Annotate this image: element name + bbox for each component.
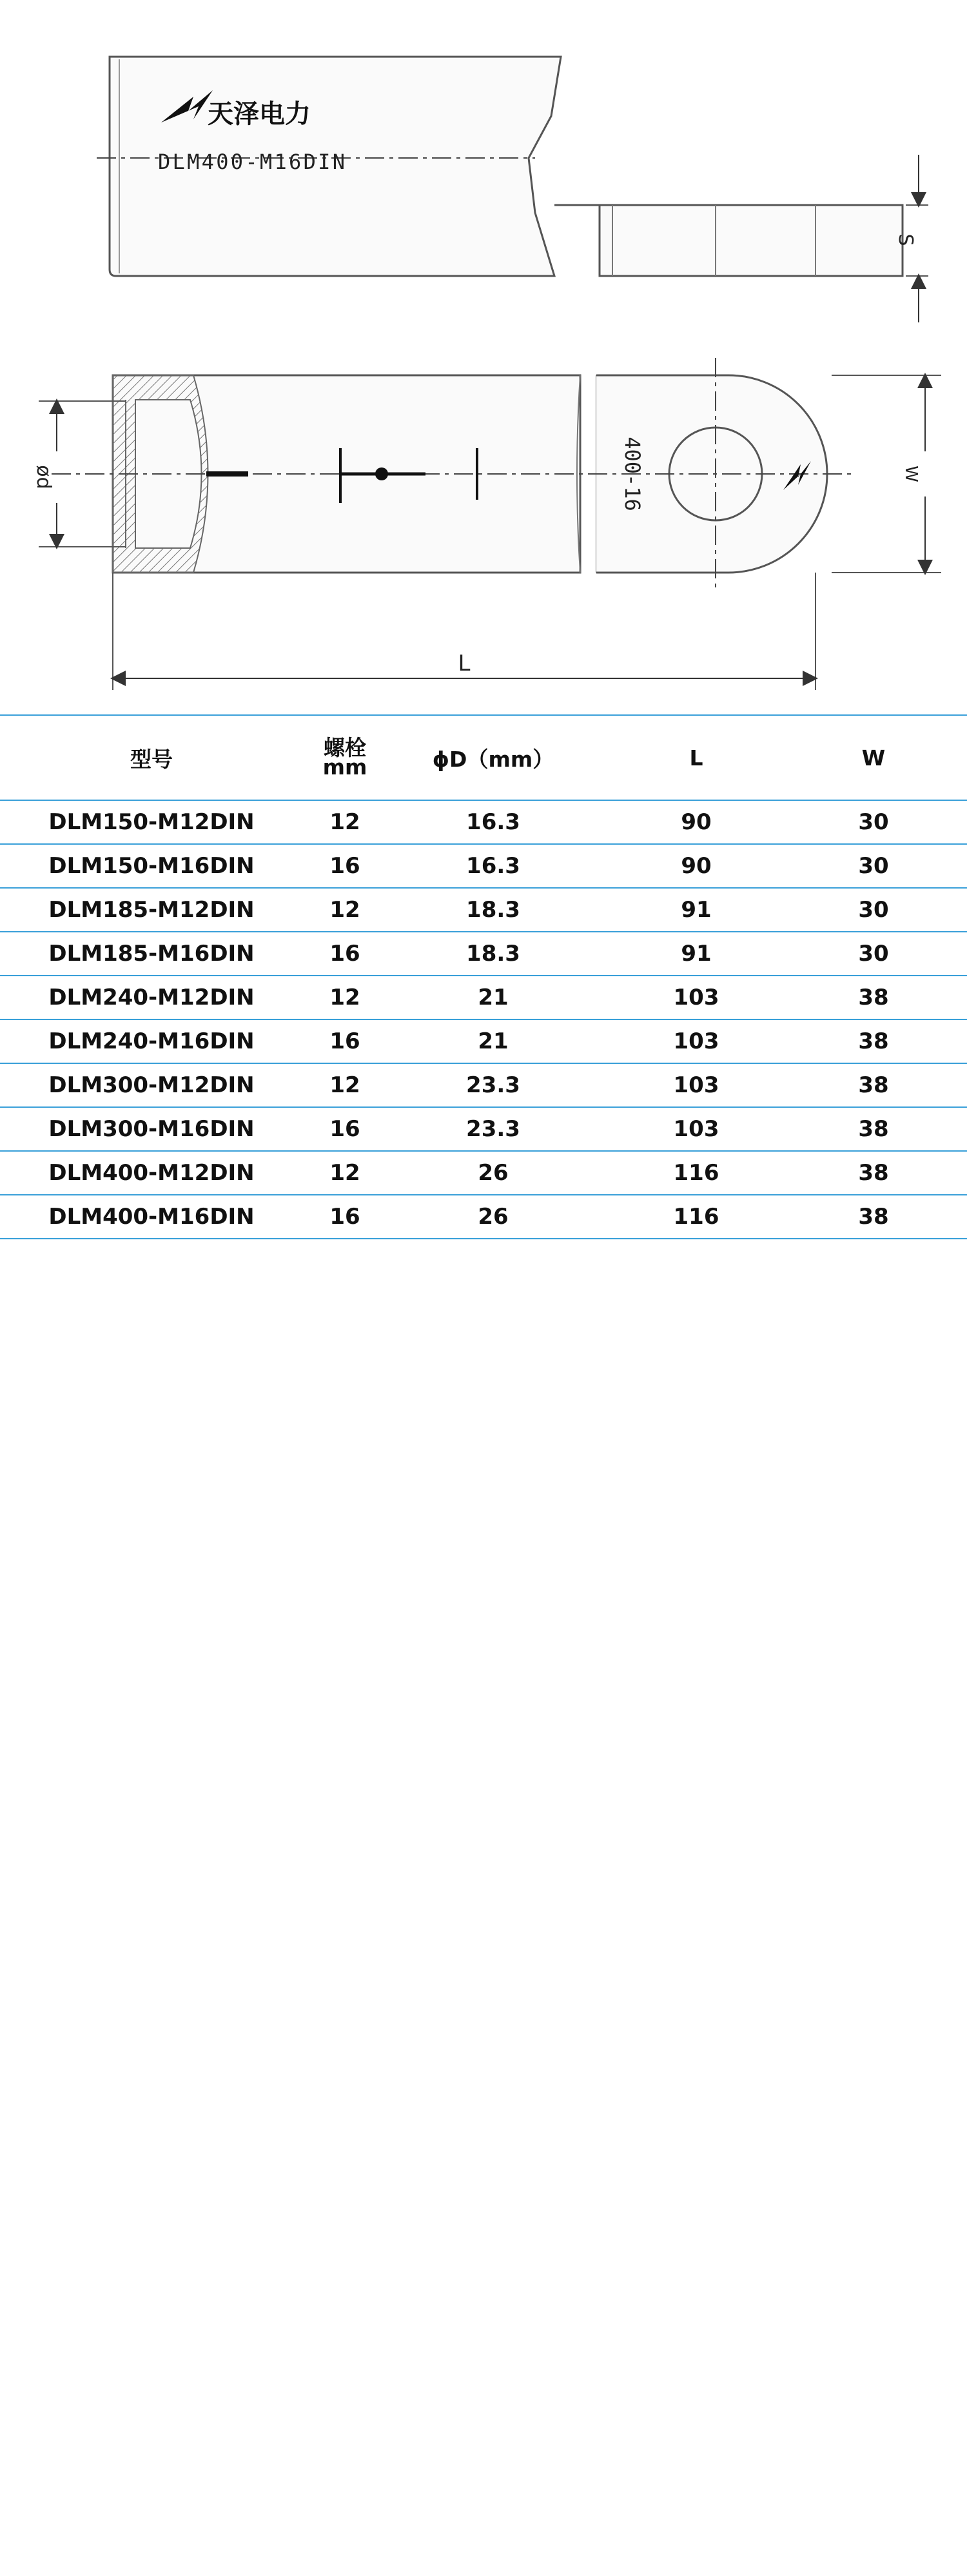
cell-bolt: 16 [329, 941, 360, 967]
cell-model: DLM400-M12DIN [48, 1160, 255, 1186]
cell-bolt: 16 [329, 1116, 360, 1142]
cell-width: 38 [858, 1116, 889, 1142]
engraving-text: DLM400-M16DIN [158, 150, 345, 174]
header-width: W [861, 745, 886, 771]
cell-length: 90 [681, 853, 712, 879]
cell-model: DLM150-M12DIN [48, 809, 255, 835]
table-row [0, 843, 967, 887]
cell-diameter: 23.3 [466, 1116, 520, 1142]
cell-width: 30 [858, 941, 889, 967]
header-model: 型号 [130, 746, 173, 772]
dim-s-label: S [894, 233, 917, 246]
cell-length: 90 [681, 809, 712, 835]
cell-length: 116 [673, 1204, 719, 1230]
cell-width: 38 [858, 1072, 889, 1098]
header-diameter: ϕD（mm） [432, 746, 554, 772]
cell-bolt: 12 [329, 1160, 360, 1186]
cell-bolt: 16 [329, 1204, 360, 1230]
cell-diameter: 16.3 [466, 809, 520, 835]
brand-name: 天泽电力 [208, 99, 311, 129]
header-bolt-line1: 螺栓 [324, 735, 366, 760]
cell-model: DLM185-M12DIN [48, 897, 255, 923]
cell-bolt: 12 [329, 985, 360, 1010]
dim-l-label: L [458, 651, 471, 676]
cell-diameter: 16.3 [466, 853, 520, 879]
side-view [97, 57, 928, 322]
lug-technical-drawing [0, 0, 967, 709]
cell-bolt: 12 [329, 1072, 360, 1098]
table-row [0, 975, 967, 1019]
cell-diameter: 18.3 [466, 897, 520, 923]
spec-table [0, 714, 967, 1239]
cell-width: 38 [858, 985, 889, 1010]
table-row [0, 1106, 967, 1150]
hole-marking: 400-16 [620, 437, 645, 511]
cell-diameter: 26 [478, 1204, 509, 1230]
cell-diameter: 18.3 [466, 941, 520, 967]
top-view [39, 358, 941, 690]
cell-length: 91 [681, 897, 712, 923]
cell-model: DLM150-M16DIN [48, 853, 255, 879]
table-row [0, 1150, 967, 1194]
cell-length: 116 [673, 1160, 719, 1186]
cell-model: DLM300-M16DIN [48, 1116, 255, 1142]
cell-width: 38 [858, 1160, 889, 1186]
cell-length: 91 [681, 941, 712, 967]
cell-width: 38 [858, 1204, 889, 1230]
cell-width: 30 [858, 853, 889, 879]
dim-d-label: ød [32, 465, 55, 489]
cell-width: 38 [858, 1028, 889, 1054]
cell-length: 103 [673, 1072, 719, 1098]
cell-bolt: 12 [329, 809, 360, 835]
cell-diameter: 26 [478, 1160, 509, 1186]
header-length: L [689, 745, 703, 771]
table-header [0, 714, 967, 800]
cell-length: 103 [673, 985, 719, 1010]
cell-model: DLM240-M12DIN [48, 985, 255, 1010]
cell-model: DLM185-M16DIN [48, 941, 255, 967]
table-row [0, 931, 967, 975]
cell-length: 103 [673, 1116, 719, 1142]
table-row [0, 1063, 967, 1106]
cell-bolt: 16 [329, 1028, 360, 1054]
table-row [0, 1019, 967, 1063]
cell-width: 30 [858, 897, 889, 923]
cell-model: DLM240-M16DIN [48, 1028, 255, 1054]
table-row [0, 1194, 967, 1239]
table-row [0, 800, 967, 843]
cell-diameter: 21 [478, 985, 509, 1010]
cell-width: 30 [858, 809, 889, 835]
header-bolt-line2: mm [322, 754, 367, 780]
dim-w-label: W [901, 466, 921, 482]
cell-bolt: 12 [329, 897, 360, 923]
cell-diameter: 23.3 [466, 1072, 520, 1098]
table-row [0, 887, 967, 931]
header-bolt [284, 716, 406, 800]
cell-model: DLM300-M12DIN [48, 1072, 255, 1098]
cell-length: 103 [673, 1028, 719, 1054]
cell-bolt: 16 [329, 853, 360, 879]
cell-diameter: 21 [478, 1028, 509, 1054]
cell-model: DLM400-M16DIN [48, 1204, 255, 1230]
